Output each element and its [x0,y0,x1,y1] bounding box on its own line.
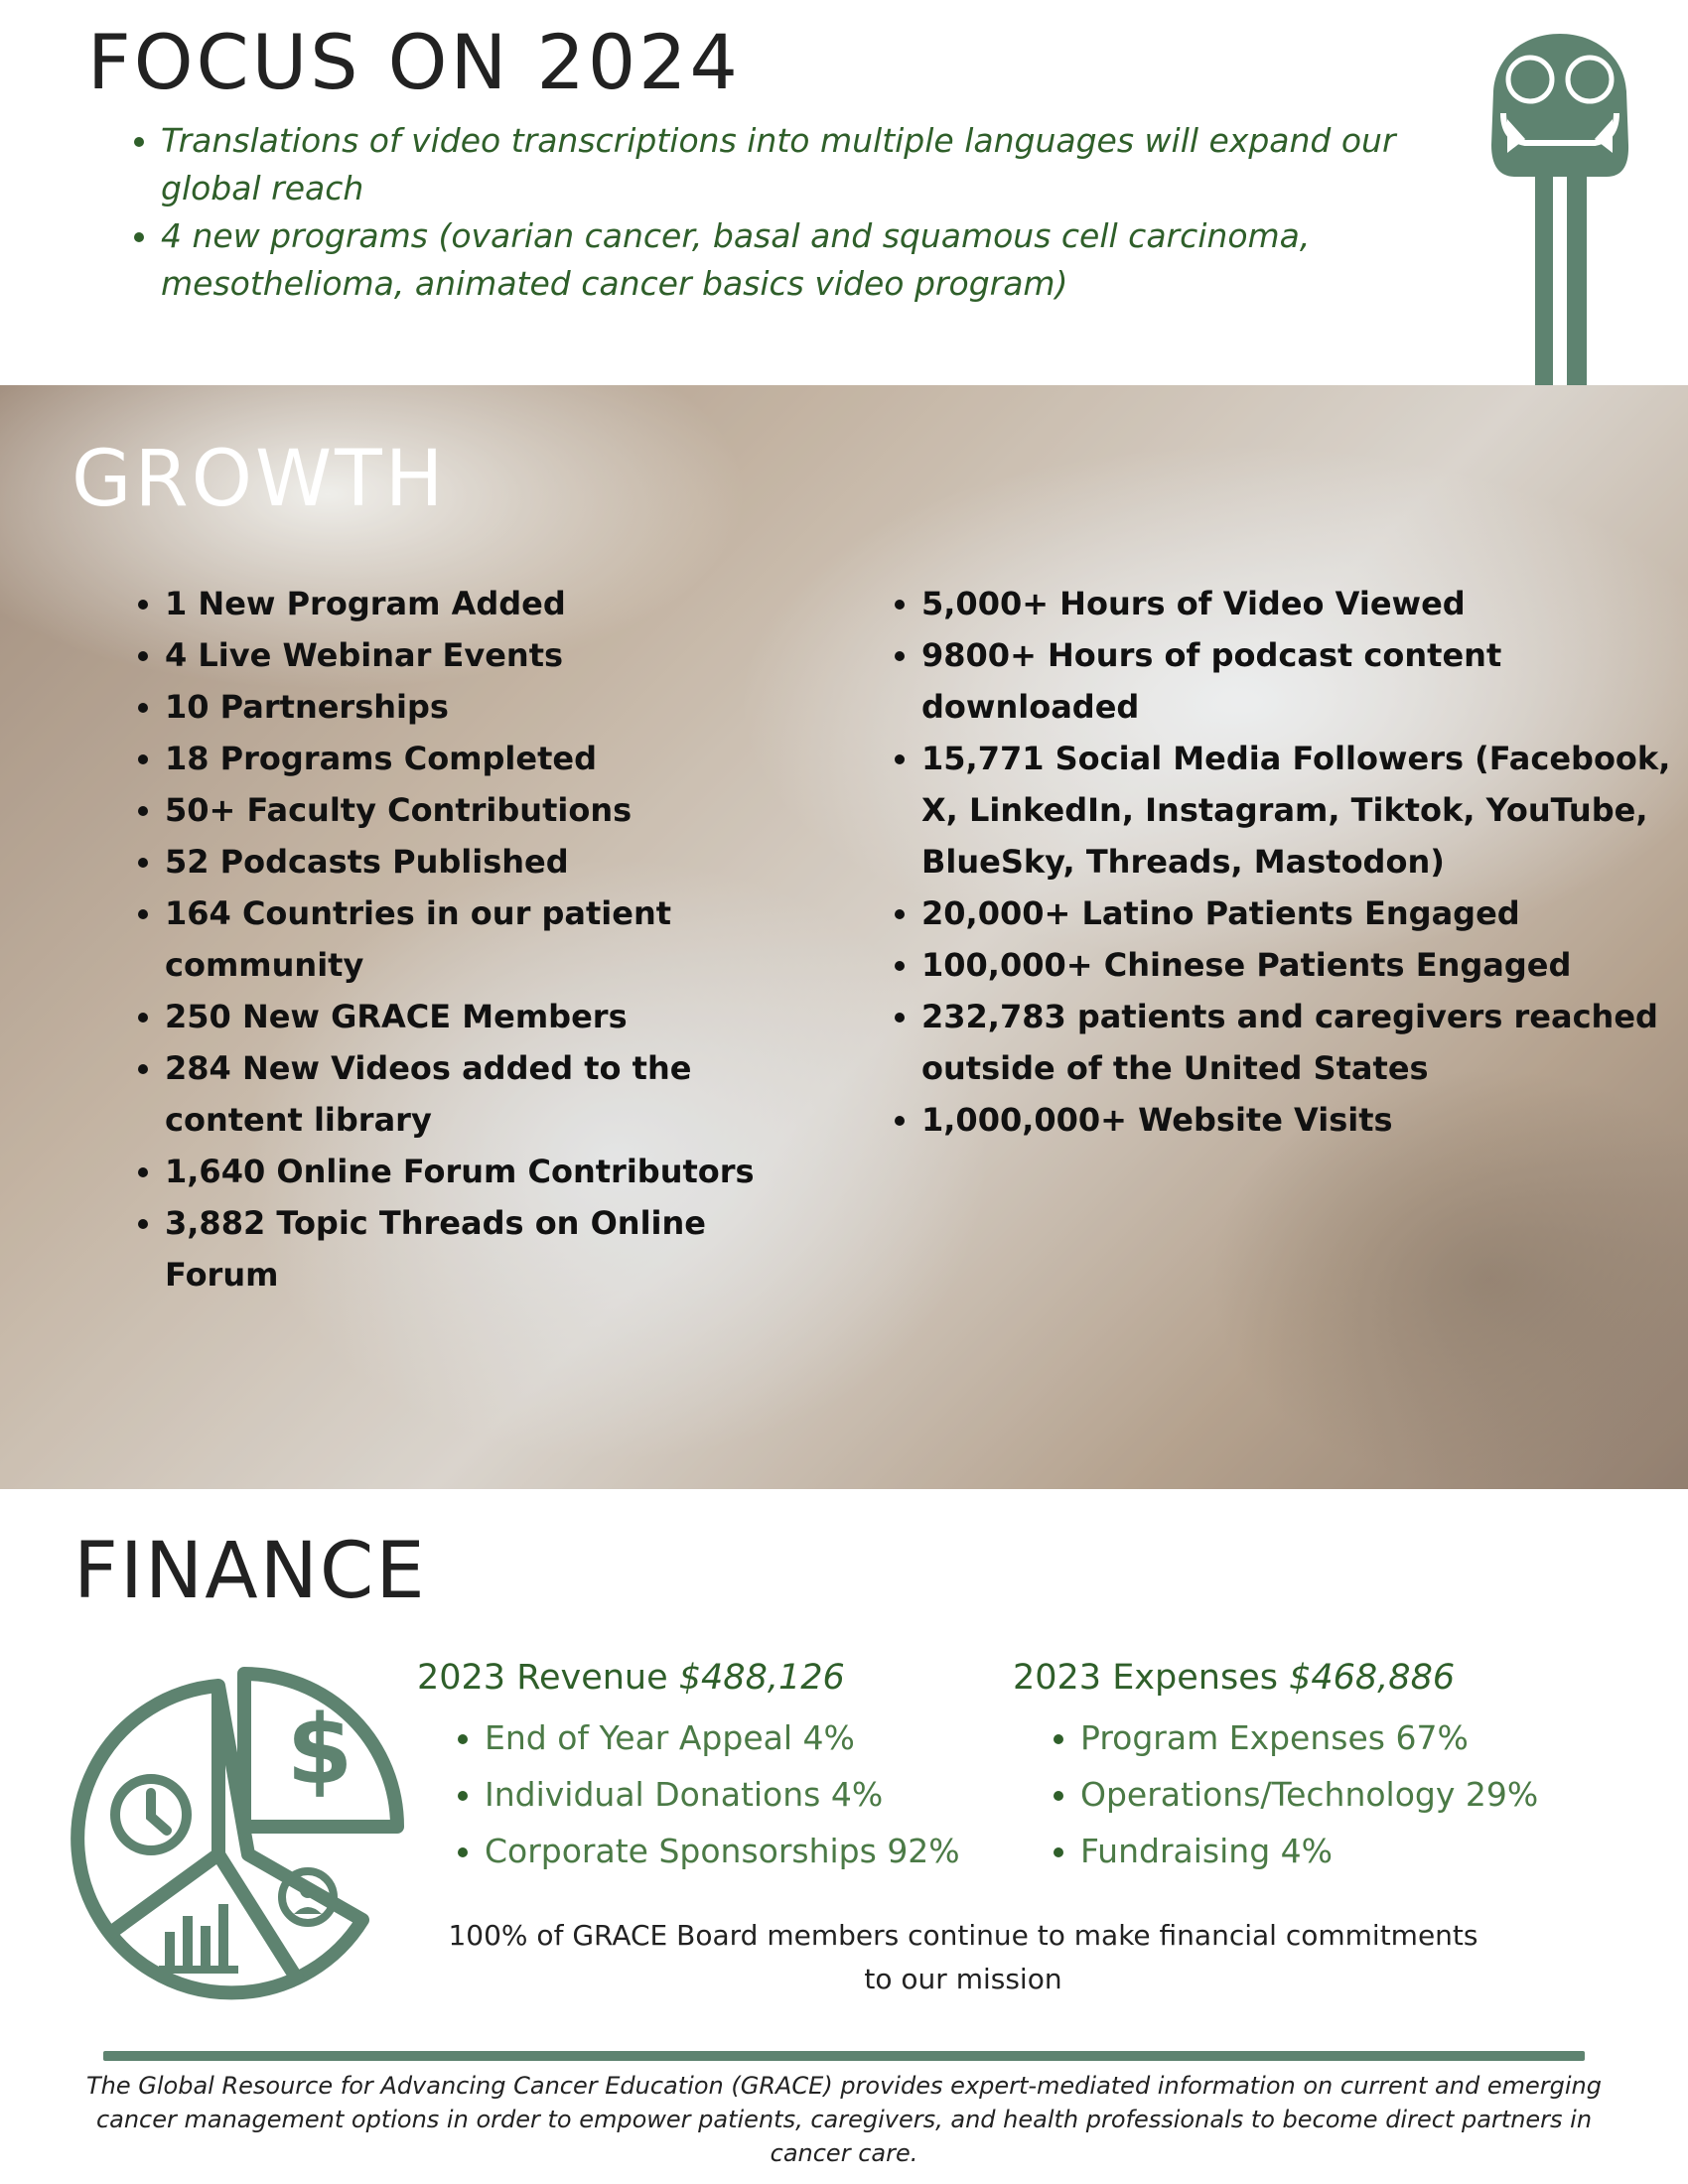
growth-item: • 9800+ Hours of podcast content downloaded [921,629,1676,733]
finance-title: FINANCE [73,1527,427,1616]
growth-item: • 20,000+ Latino Patients Engaged [921,887,1676,939]
finance-pie-icon [70,1666,409,2005]
growth-item: • 1,000,000+ Website Visits [921,1094,1676,1146]
revenue-item: • Corporate Sponsorships 92% [485,1823,973,1879]
growth-item: • 1,640 Online Forum Contributors [165,1146,800,1197]
growth-item: • 250 New GRACE Members [165,991,800,1042]
focus-title: FOCUS ON 2024 [87,18,741,106]
growth-item: • 100,000+ Chinese Patients Engaged [921,939,1676,991]
expenses-item: • Fundraising 4% [1080,1823,1648,1879]
expenses-column [1013,1658,1648,1879]
revenue-item: • Individual Donations 4% [485,1766,973,1823]
growth-list-right [886,578,1676,1146]
growth-item: • 52 Podcasts Published [165,836,800,887]
revenue-amount: $488,126 [678,1658,845,1698]
growth-section [0,385,1688,1489]
expenses-amount: $468,886 [1289,1658,1456,1698]
revenue-column [417,1658,973,1879]
mission-statement: The Global Resource for Advancing Cancer Education (GRACE) provides expert-mediated information on current and emerging cancer management options in order to empower patients, caregivers, and health professionals to become direct partners in cancer care. [86,2072,1602,2167]
growth-item: • 4 Live Webinar Events [165,629,800,681]
revenue-list [417,1709,973,1879]
growth-item: • 232,783 patients and caregivers reached outside of the United States [921,991,1676,1094]
focus-item: • Translations of video transcriptions into multiple languages will expand our global reach [161,117,1422,212]
revenue-label: 2023 Revenue [417,1658,668,1698]
expenses-item: • Program Expenses 67% [1080,1709,1648,1766]
growth-item: • 5,000+ Hours of Video Viewed [921,578,1676,629]
growth-item: • 18 Programs Completed [165,733,800,784]
growth-title: GROWTH [71,435,447,524]
growth-list-left [129,578,800,1300]
growth-item: • 50+ Faculty Contributions [165,784,800,836]
growth-item: • 284 New Videos added to the content library [165,1042,800,1146]
revenue-item: • End of Year Appeal 4% [485,1709,973,1766]
revenue-heading [417,1658,973,1698]
expenses-list [1013,1709,1648,1879]
expenses-item: • Operations/Technology 29% [1080,1766,1648,1823]
growth-item: • 15,771 Social Media Followers (Facebook, X, LinkedIn, Instagram, Tiktok, YouTube, BlueSky, Threads, Mastodon) [921,733,1676,887]
expenses-label: 2023 Expenses [1013,1658,1278,1698]
svg-text:$: $ [286,1695,353,1806]
focus-list [119,117,1422,308]
growth-item: • 10 Partnerships [165,681,800,733]
growth-item: • 164 Countries in our patient community [165,887,800,991]
focus-item: • 4 new programs (ovarian cancer, basal and squamous cell carcinoma, mesothelioma, animated cancer basics video program) [161,212,1422,308]
footer-divider [103,2051,1585,2061]
board-commitment-note: 100% of GRACE Board members continue to make financial commitments to our mission [448,1919,1478,1995]
growth-item: • 3,882 Topic Threads on Online Forum [165,1197,800,1300]
growth-item: • 1 New Program Added [165,578,800,629]
expenses-heading [1013,1658,1648,1698]
